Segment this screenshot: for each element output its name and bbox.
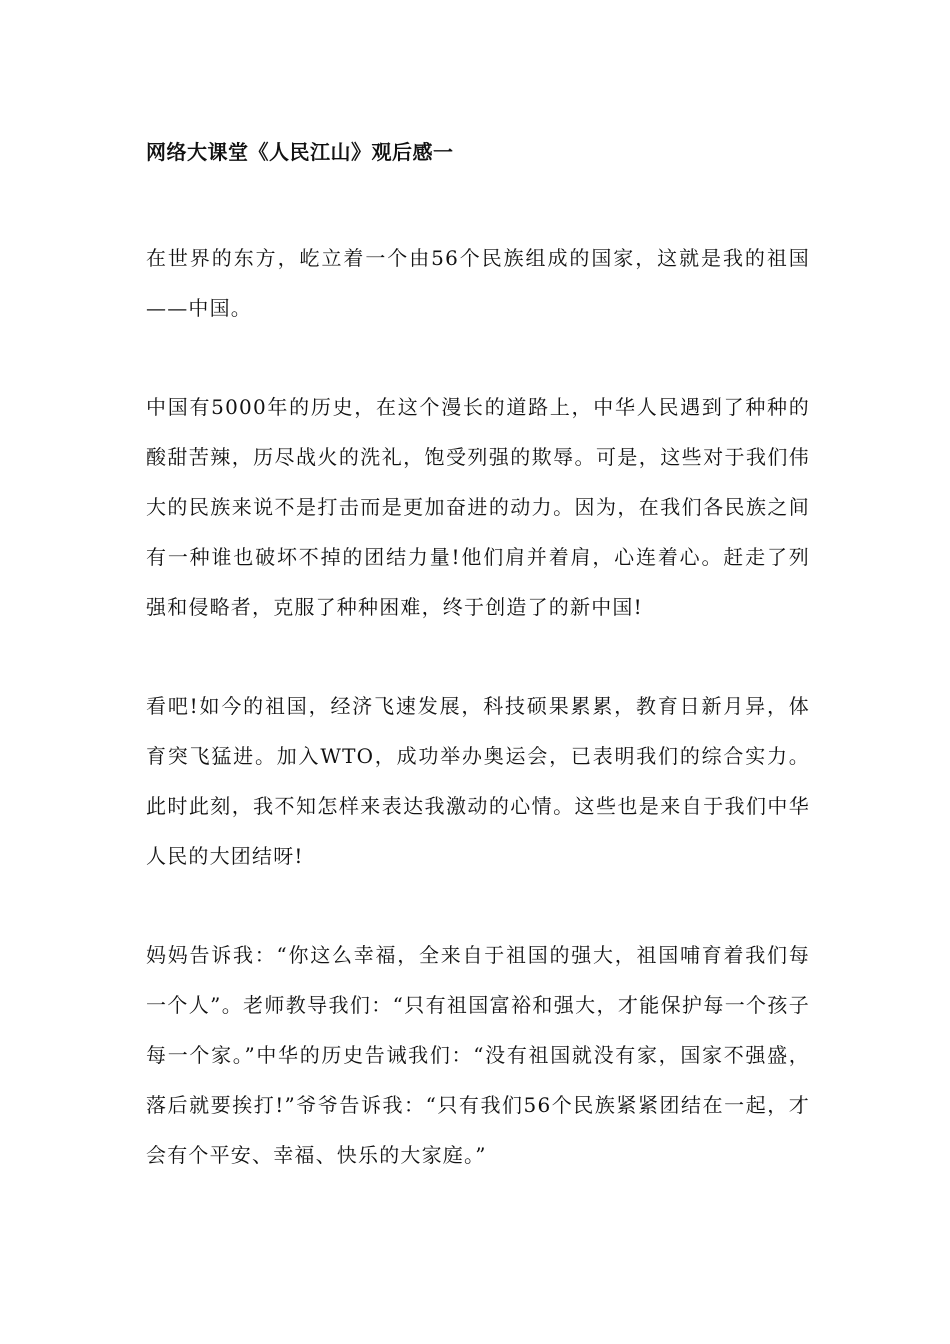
paragraph-1: 在世界的东方，屹立着一个由56个民族组成的国家，这就是我的祖国——中国。: [146, 246, 810, 320]
document-title: 网络大课堂《人民江山》观后感一: [146, 140, 454, 164]
paragraph-4: 妈妈告诉我：“你这么幸福，全来自于祖国的强大，祖国哺育着我们每一个人”。老师教导我们：“只有祖国富裕和强大，才能保护每一个孩子每一个家。”中华的历史告诫我们：“没有祖国就没有家，国家不强盛，落后就要挨打!”爷爷告诉我：“只有我们56个民族紧紧团结在一起，才会有个平安、幸福、快乐的大家庭。”: [146, 943, 810, 1167]
paragraph-3: 看吧!如今的祖国，经济飞速发展，科技硕果累累，教育日新月异，体育突飞猛进。加入WTO，成功举办奥运会，已表明我们的综合实力。此时此刻，我不知怎样来表达我激动的心情。这些也是来自于我们中华人民的大团结呀!: [146, 694, 810, 868]
paragraph-2: 中国有5000年的历史，在这个漫长的道路上，中华人民遇到了种种的酸甜苦辣，历尽战火的洗礼，饱受列强的欺辱。可是，这些对于我们伟大的民族来说不是打击而是更加奋进的动力。因为，在我们各民族之间有一种谁也破坏不掉的团结力量!他们肩并着肩，心连着心。赶走了列强和侵略者，克服了种种困难，终于创造了的新中国!: [146, 395, 810, 619]
document-body: [146, 134, 810, 1180]
